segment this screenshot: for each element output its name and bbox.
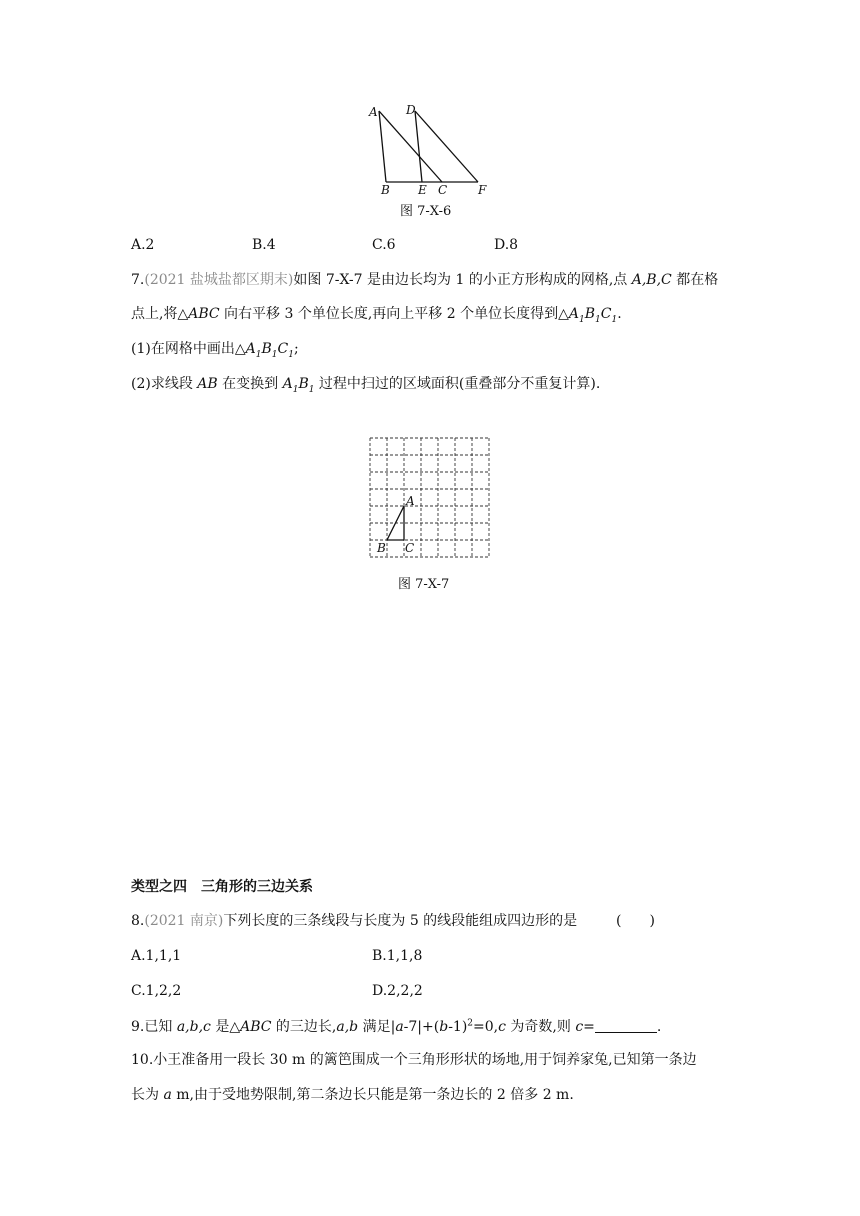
figure-caption-7-x-6: 图 7-X-6 [400,204,452,219]
q6-option-d: D.8 [494,237,519,253]
q7-triangle: ABC [188,306,220,322]
q9-var-c: c [498,1019,506,1035]
section-heading: 类型之四 三角形的三边关系 [131,879,313,895]
q7-part2-c: 过程中扫过的区域面积(重叠部分不重复计算). [314,376,601,392]
q9-text-4: 满足| [358,1019,396,1035]
q7-line2-a: 点上,将△ [131,306,189,322]
q8-answer-paren: ( ) [616,913,655,929]
q9-var-b: b [439,1019,449,1035]
q6-option-c: C.6 [372,237,396,253]
q10-line2-b: m,由于受地势限制,第二条边长只能是第一条边长的 2 倍多 2 m. [171,1087,574,1103]
label-C: C [405,541,415,555]
q10-line2 [131,1088,574,1102]
q7-segment-ab: AB [197,376,218,392]
figure-7-x-7 [362,432,498,562]
q9-ab: a,b [336,1019,359,1035]
q7-part2-a: (2)求线段 [131,376,198,392]
label-A: A [369,105,378,119]
segment-DF [415,111,478,182]
q9-text-9: = [583,1019,595,1035]
q10-line1: 10.小王准备用一段长 30 m 的篱笆围成一个三角形形状的场地,用于饲养家兔,已知第一条边 [131,1052,697,1068]
q9-text-8: 为奇数,则 [505,1019,576,1035]
q7-line2: 点上,将△ABC 向右平移 3 个单位长度,再向上平移 2 个单位长度得到$\triangle A_1B_1C_1$. [131,306,622,325]
q9-answer-blank[interactable] [595,1019,657,1033]
q8-text: 下列长度的三条线段与长度为 5 的线段能组成四边形的是 [223,913,578,929]
q6-option-a: A.2 [131,237,155,253]
q8-option-a: A.1,1,1 [131,948,182,964]
q7-part2-b: 在变换到 [217,376,283,392]
figure-7-x-6 [360,98,500,198]
label-C: C [438,183,448,197]
q7-part1-end: ; [293,341,299,357]
label-B: B [377,541,386,555]
q7-part1-text: (1)在网格中画出△ [131,341,246,357]
q7-number: 7. [131,272,145,288]
q7-part1-triangle: $A_1B_1C_1$ [245,341,294,360]
q9-text-3: 的三边长, [271,1019,337,1035]
q8-option-c: C.1,2,2 [131,983,182,999]
q7-points: A,B,C [631,272,672,288]
q9-text-5: -7|+( [403,1019,440,1035]
q7-line1 [131,273,718,287]
segment-AC [379,111,442,182]
q7-part1 [131,342,299,360]
q9-triangle: ABC [240,1019,272,1035]
q7-source: (2021 盐城盐都区期末) [144,272,294,288]
label-D: D [406,103,416,117]
q6-option-b: B.4 [252,237,276,253]
q9-var-c-2: c [575,1019,584,1035]
q7-triangle-image: $A_1B_1C_1$ [568,306,618,325]
q7-segment-a1b1: $A_1B_1$ [282,376,315,395]
q9-text-6: -1) [448,1019,468,1035]
segment-DE [415,111,422,182]
q9-end: . [656,1019,662,1035]
q9-text-1: 9.已知 [131,1019,177,1035]
q9-stem [131,1019,661,1034]
label-E: E [418,183,427,197]
q7-text-tail: 都在格 [671,272,719,288]
q8-option-b: B.1,1,8 [372,948,423,964]
q7-part2 [131,377,600,395]
q9-text-2: 是△ [210,1019,241,1035]
q8-source: (2021 南京) [144,913,224,929]
q8-number: 8. [131,913,145,929]
q8-stem [131,914,577,928]
q9-var-a: a [395,1019,404,1035]
q8-option-d: D.2,2,2 [372,983,423,999]
segment-AB [379,111,386,182]
label-F: F [478,183,487,197]
q7-text: 如图 7-X-7 是由边长均为 1 的小正方形构成的网格,点 [293,272,632,288]
label-B: B [381,183,390,197]
q9-text-7: =0, [473,1019,499,1035]
q9-exponent: 2 [467,1018,474,1029]
label-A: A [406,494,415,508]
q10-var-a: a [163,1087,172,1103]
q9-sides: a,b,c [176,1019,211,1035]
q10-line2-a: 长为 [131,1087,164,1103]
q7-line2-b: 向右平移 3 个单位长度,再向上平移 2 个单位长度得到△ [219,306,569,322]
figure-caption-7-x-7: 图 7-X-7 [398,577,450,592]
